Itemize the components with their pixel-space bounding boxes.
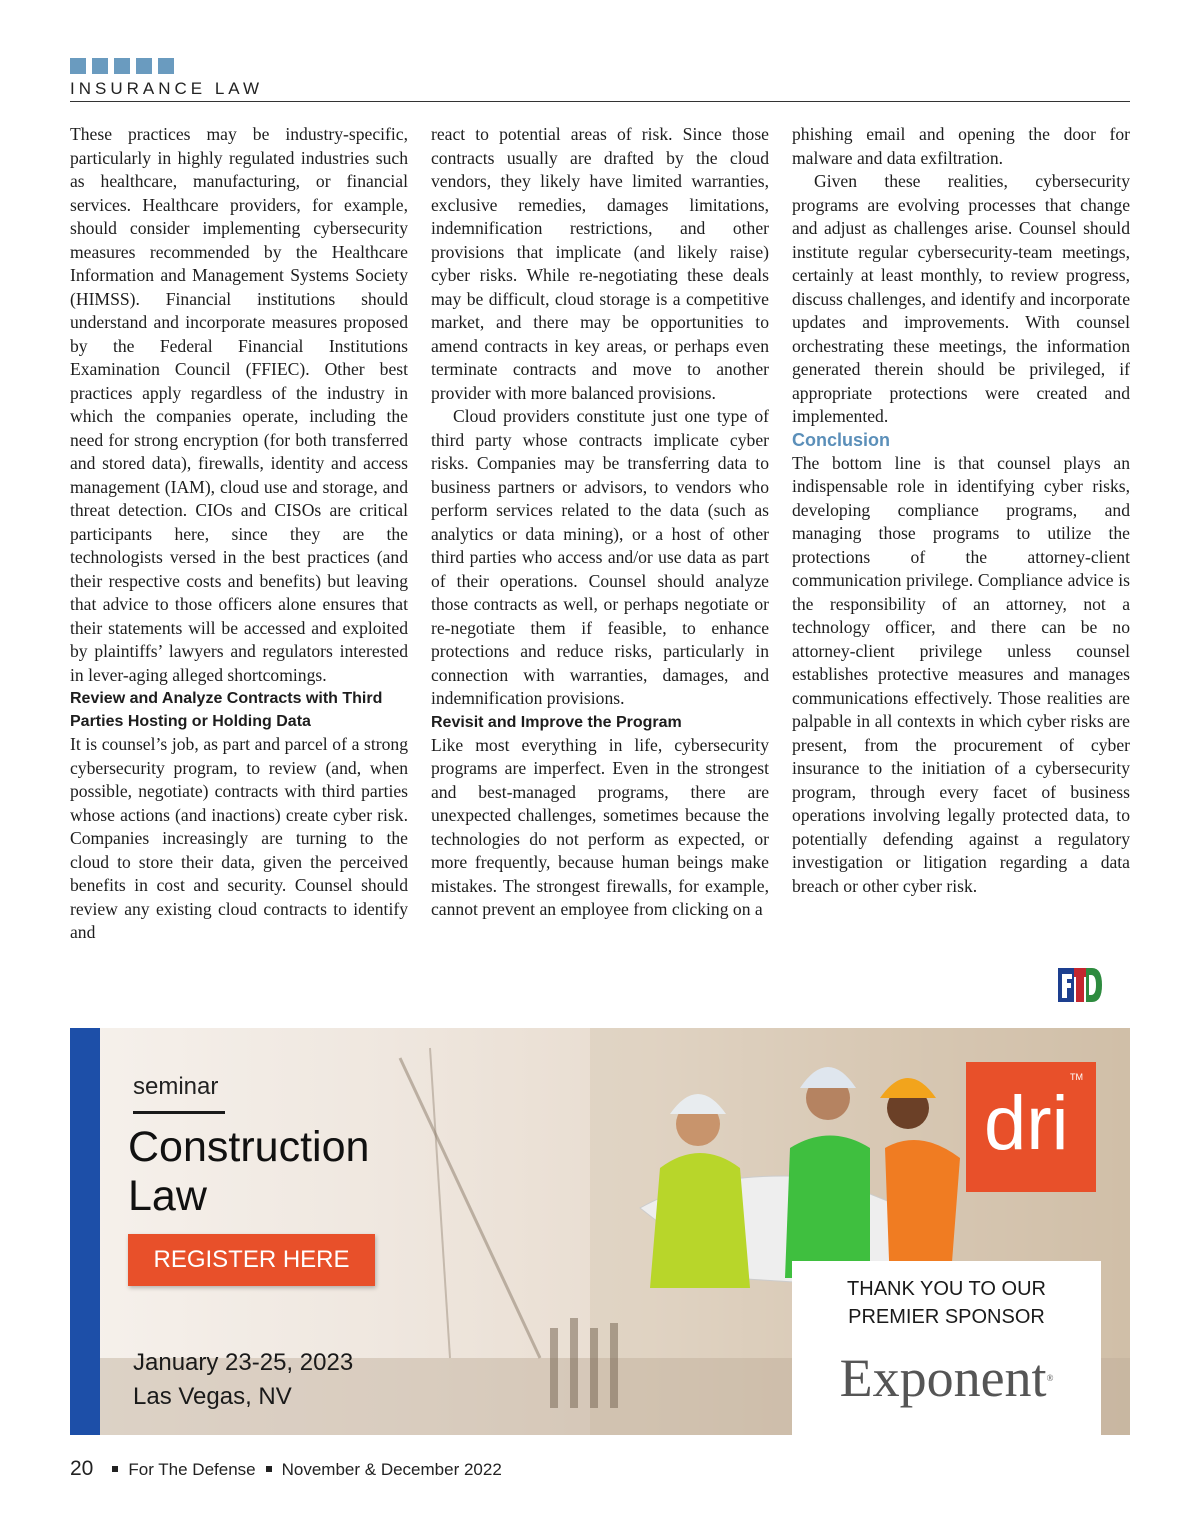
seminar-title-line: Law xyxy=(128,1172,207,1220)
paragraph: phishing email and opening the door for malware and data exfiltration. xyxy=(792,124,1130,168)
seminar-date: January 23-25, 2023 xyxy=(133,1349,354,1376)
seminar-label: seminar xyxy=(133,1073,219,1100)
article-column-3 xyxy=(792,123,1130,898)
header-rule xyxy=(70,101,1130,102)
seminar-title xyxy=(128,1123,369,1221)
paragraph: Cloud providers constitute just one type of third party whose contracts implicate cyber risks. Companies may be transferring data to business partners or advisors, to vendors who perform services related to the data (such as analytics or data mining), or a host of other third parties who access and/or use data as part of their operations. Counsel should analyze those contracts as well, or perhaps negotiate or re-negotiate them if feasible, to enhance protections and reduce risks, particularly in connection with warranties, damages, and indemnification provisions. xyxy=(431,406,769,708)
article-column-2 xyxy=(431,123,769,922)
seminar-underline xyxy=(133,1111,225,1114)
seminar-title-line: Construction xyxy=(128,1123,370,1171)
register-button[interactable]: REGISTER HERE xyxy=(128,1234,375,1286)
ftd-logo-icon xyxy=(1058,968,1102,1002)
issue-date: November & December 2022 xyxy=(281,1460,502,1479)
header-square xyxy=(158,58,174,74)
seminar-location: Las Vegas, NV xyxy=(133,1383,292,1410)
publication-name: For The Defense xyxy=(128,1460,256,1479)
section-heading: Review and Analyze Contracts with Third Parties Hosting or Holding Data xyxy=(70,690,383,730)
exponent-logo-text: Exponent xyxy=(839,1348,1047,1408)
article-column-1 xyxy=(70,123,408,945)
paragraph: react to potential areas of risk. Since those contracts usually are drafted by the cloud vendors, they likely have limited warranties, exclusive remedies, damages limitations, indemnification restrictions, and other provisions that implicate (and likely raise) cyber risks. While re-negotiating these deals may be difficult, cloud storage is a competitive market, and there may be opportunities to amend contracts in key areas, or perhaps even terminate contracts and move to another provider with more balanced provisions. xyxy=(431,124,769,403)
section-heading: Revisit and Improve the Program xyxy=(431,713,682,731)
header-square xyxy=(92,58,108,74)
sponsor-thanks-line: THANK YOU TO OUR xyxy=(847,1278,1046,1300)
paragraph: It is counsel’s job, as part and parcel of a strong cybersecurity program, to review (and, when possible, negotiate) contracts with third parties whose actions (and inactions) create cyber risk. Companies increasingly are turning to the cloud to store their data, given the perceived benefits in cost and security. Counsel should review any existing cloud contracts to identify and xyxy=(70,734,408,942)
footer-separator xyxy=(112,1466,118,1472)
seminar-dates xyxy=(133,1346,353,1414)
exponent-registered-mark: ® xyxy=(1046,1373,1054,1383)
dri-logo-text: dri xyxy=(984,1081,1069,1166)
conclusion-heading: Conclusion xyxy=(792,429,890,450)
page-number: 20 xyxy=(70,1457,94,1480)
seminar-ad xyxy=(70,1028,1130,1435)
section-label: INSURANCE LAW xyxy=(70,79,264,98)
accent-bar xyxy=(70,1028,100,1435)
paragraph: The bottom line is that counsel plays an indispensable role in identifying cyber risks, developing compliance programs, and managing those programs to utilize the protections of the attorney-client communication privilege. Compliance advice is the responsibility of an attorney, not a technology officer, and there can be no attorney-client privilege unless counsel establishes protective measures and manages communications effectively. Those realities are palpable in all contexts in which cyber risks are present, from the procurement of cyber insurance to the initiation of a cybersecurity program, through every facet of business operations involving legally protected data, to potentially defending against a regulatory investigation or litigation regarding a data breach or other cyber risk. xyxy=(792,452,1130,896)
exponent-logo xyxy=(792,1343,1101,1413)
header-square xyxy=(70,58,86,74)
paragraph: These practices may be industry-specific, particularly in highly regulated industries such as healthcare, manufacturing, or financial services. Healthcare providers, for example, should consider implementing cybersecurity measures recommended by the Healthcare Information and Management Systems Society (HIMSS). Financial institutions should understand and incorporate measures proposed by the Federal Financial Institutions Examination Council (FFIEC). Other best practices apply regardless of the industry in which the companies operate, including the need for strong encryption (for both transferred and stored data), firewalls, identity and access management (IAM), cloud use and storage, and threat detection. CIOs and CISOs are critical participants here, since they are the technologists versed in the best practices (and their respective costs and benefits) but leaving that advice to those officers alone ensures that their statements will be accessed and exploited by plaintiffs’ lawyers and regulators interested in lever-aging alleged shortcomings. xyxy=(70,124,408,685)
footer-separator xyxy=(266,1466,272,1472)
sponsor-thanks xyxy=(792,1275,1101,1331)
sponsor-box xyxy=(792,1261,1101,1435)
paragraph: Given these realities, cybersecurity programs are evolving processes that change and adjust as challenges arise. Counsel should institute regular cybersecurity-team meetings, certainly at least monthly, to review progress, discuss challenges, and identify and incorporate updates and improvements. With counsel orchestrating these meetings, the information generated therein should be privileged, if appropriate protections were created and implemented. xyxy=(792,171,1130,426)
dri-trademark: TM xyxy=(1070,1072,1083,1082)
dri-logo xyxy=(966,1062,1096,1192)
header-square xyxy=(114,58,130,74)
header-square xyxy=(136,58,152,74)
sponsor-thanks-line: PREMIER SPONSOR xyxy=(848,1306,1045,1328)
page-footer xyxy=(70,1457,502,1481)
header-squares xyxy=(70,58,174,74)
paragraph: Like most everything in life, cybersecurity programs are imperfect. Even in the strongest and best-managed programs, there are unexpected challenges, sometimes because the technologies do not perform as expected, or more frequently, because human beings make mistakes. The strongest firewalls, for example, cannot prevent an employee from clicking on a xyxy=(431,734,769,919)
